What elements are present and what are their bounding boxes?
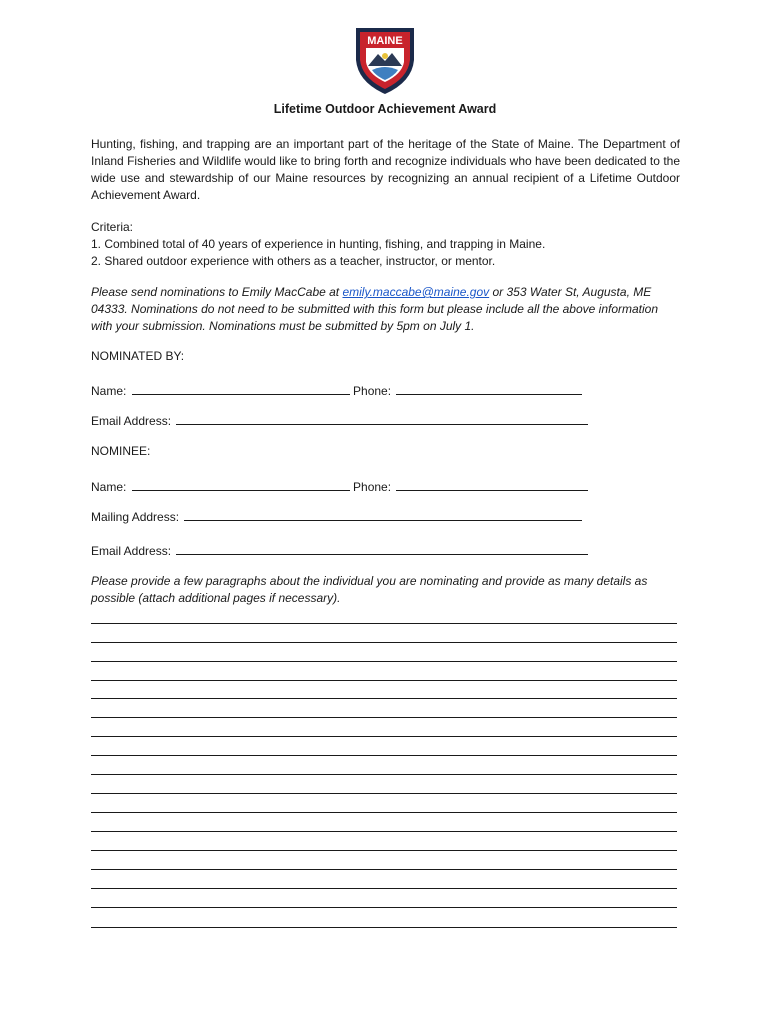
- nominator-name-field[interactable]: [132, 382, 350, 395]
- nominee-phone-field[interactable]: [396, 478, 588, 491]
- writing-line: [91, 831, 677, 832]
- writing-line: [91, 888, 677, 889]
- criteria-section: [91, 219, 680, 270]
- writing-line: [91, 736, 677, 737]
- nominator-name-row: [91, 382, 582, 400]
- criteria-heading: Criteria:: [91, 220, 134, 234]
- nominee-email-row: [91, 542, 588, 560]
- instructions-text-2: or 353 Water St, Augusta, ME 04333. Nominations do not need to be submitted with this form but please include all the above information with your submission. Nominations must be submitted by 5pm on July 1.: [91, 285, 659, 333]
- writing-line: [91, 869, 677, 870]
- nominee-name-row: [91, 478, 588, 496]
- writing-line: [91, 755, 677, 756]
- criteria-item-2: 2. Shared outdoor experience with others as a teacher, instructor, or mentor.: [91, 254, 496, 268]
- nominator-phone-field[interactable]: [396, 382, 582, 395]
- nominee-mailing-field[interactable]: [184, 508, 582, 521]
- writing-line: [91, 850, 677, 851]
- writing-line: [91, 680, 677, 681]
- email-link[interactable]: emily.maccabe@maine.gov: [342, 285, 490, 299]
- writing-line: [91, 812, 677, 813]
- writing-line: [91, 623, 677, 624]
- writing-line: [91, 642, 677, 643]
- nominee-phone-label: Phone:: [353, 480, 392, 494]
- writing-line: [91, 661, 677, 662]
- writing-line: [91, 927, 677, 928]
- logo-text: MAINE: [367, 35, 403, 47]
- writing-line: [91, 793, 677, 794]
- nominee-name-label: Name:: [91, 480, 127, 494]
- instructions-text-1: Please send nominations to Emily MacCabe at: [91, 285, 343, 299]
- nominator-email-row: [91, 412, 588, 430]
- writing-line: [91, 907, 677, 908]
- writing-line: [91, 717, 677, 718]
- nominee-email-field[interactable]: [176, 542, 588, 555]
- nominee-mailing-label: Mailing Address:: [91, 510, 180, 524]
- nominee-email-label: Email Address:: [91, 544, 172, 558]
- paragraph-prompt: Please provide a few paragraphs about the individual you are nominating and provide as many details as possible (attach additional pages if necessary).: [91, 574, 648, 605]
- nominee-mailing-row: [91, 508, 582, 526]
- maine-ifw-shield-logo: [354, 26, 416, 96]
- writing-line: [91, 774, 677, 775]
- nominee-name-field[interactable]: [132, 478, 350, 491]
- submission-instructions: [91, 284, 680, 335]
- nominator-name-label: Name:: [91, 384, 127, 398]
- intro-paragraph: Hunting, fishing, and trapping are an important part of the heritage of the State of Maine. The Department of Inland Fisheries and Wildlife would like to bring forth and recognize individuals who have been dedicated to the wide use and stewardship of our Maine resources by recognizing an annual recipient of a Lifetime Outdoor Achievement Award.: [91, 137, 680, 202]
- criteria-item-1: 1. Combined total of 40 years of experience in hunting, fishing, and trapping in Maine.: [91, 237, 546, 251]
- nominator-email-field[interactable]: [176, 412, 588, 425]
- nominated-by-heading: NOMINATED BY:: [91, 349, 185, 363]
- form-title: Lifetime Outdoor Achievement Award: [273, 102, 497, 116]
- writing-line: [91, 698, 677, 699]
- nominator-email-label: Email Address:: [91, 414, 172, 428]
- nominator-phone-label: Phone:: [353, 384, 392, 398]
- nominee-heading: NOMINEE:: [91, 444, 151, 458]
